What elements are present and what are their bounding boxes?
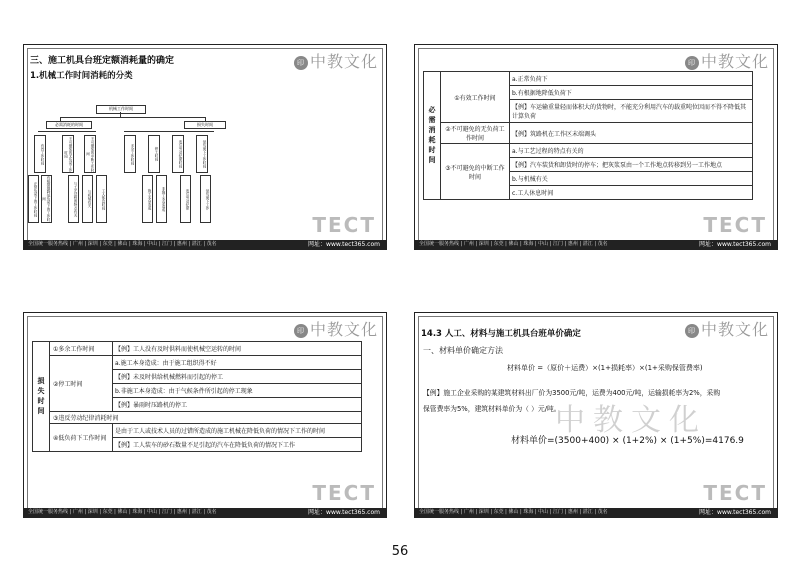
brand-logo: 印 中教文化 <box>685 49 769 72</box>
slide-1 <box>23 44 387 250</box>
watermark: TECT <box>703 213 767 237</box>
tree-leaf: 违反劳动纪律 <box>180 175 191 223</box>
row-label: ②停工时间 <box>50 356 113 412</box>
row-line: 【例】未及时供给机械燃料而引起的停工 <box>113 370 361 384</box>
row-line: 【例】筑路机在工作区末端调头 <box>512 130 597 138</box>
slide-footer: 全国统一服务热线 | 广州 | 深圳 | 东莞 | 佛山 | 珠海 | 中山 | 江门 | 惠州 | 湛江 | 茂名 网址：www.tect365.com <box>24 240 386 249</box>
tree-leaf: 与工艺过程的特点有关 <box>68 175 79 223</box>
row-line: b.有根据地降低负荷下 <box>510 86 752 100</box>
center-watermark: 中教文化 <box>555 403 707 438</box>
page-number: 56 <box>391 544 409 559</box>
tree-node: 违反劳动纪律时间 <box>172 135 184 173</box>
seal-icon: 印 <box>685 324 699 338</box>
seal-icon: 印 <box>685 56 699 70</box>
row-line: 【例】车运输重量轻而体积大的货物时，不能充分利用汽车的载重吨位因而不得不降低其计算负荷 <box>512 104 747 120</box>
brand-logo: 印 中教文化 <box>294 317 378 340</box>
brand-logo: 印 中教文化 <box>685 317 769 340</box>
seal-icon: 印 <box>294 56 308 70</box>
row-line: 【例】工人没有及时供料而使机械空运转的时间 <box>115 346 242 353</box>
tree-leaf: 低负荷下工作 <box>200 175 211 223</box>
row-line: a.与工艺过程的特点有关的 <box>510 144 752 158</box>
example-line-2: 保管费率为5%，建筑材料单价为（ ）元/吨。 <box>423 405 561 413</box>
tree-leaf: 有根据地降低负荷下的工作时间 <box>42 176 51 222</box>
formula: 材料单价 =（原价＋运费）×(1+损耗率）×(1+采购保管费率) <box>507 364 703 372</box>
row-line: 【例】工人装车的砂石数量不足引起的汽车在降低负荷的情况下工作 <box>115 442 296 449</box>
loss-time-table <box>32 341 362 452</box>
category-cell: 必需消耗时间 <box>424 72 441 200</box>
row-label: ②不可避免的无负荷工作时间 <box>441 123 510 144</box>
row-label: ③违反劳动纪律消耗时间 <box>50 412 362 424</box>
row-line: 【例】汽车装货和卸货时的停车；把灰浆泵由一个工作地点转移到另一工作地点 <box>510 158 752 172</box>
watermark: TECT <box>703 481 767 505</box>
tree-leaf: 施工本身造成 <box>142 175 153 223</box>
brand-logo: 印 中教文化 <box>294 49 378 72</box>
slide-subtitle: 一、材料单价确定方法 <box>423 346 503 355</box>
slide-subtitle: 1.机械工作时间消耗的分类 <box>30 71 133 81</box>
tree-node: 不可避免的无负荷工作时间 <box>62 135 74 173</box>
row-label: ①有效工作时间 <box>441 72 510 123</box>
tree-leaf: 非施工本身造成 <box>156 175 167 223</box>
example-line-1: 【例】施工企业采购的某建筑材料出厂价为3500元/吨，运费为400元/吨，运输损耗率为2%，采购 <box>423 389 721 397</box>
row-line: 是由于工人或技术人员的过错所造成的施工机械在降低负荷的情况下工作的时间 <box>113 424 361 438</box>
row-line: b.非施工本身造成：由于气候条件所引起的停工现象 <box>113 384 361 398</box>
tree-root: 机械工作时间 <box>96 105 146 114</box>
row-line: 【例】暴雨时压路机的停工 <box>115 402 188 409</box>
row-line: b.与机械有关 <box>510 172 752 186</box>
row-label: ③不可避免的中断工作时间 <box>441 144 510 200</box>
slide-footer: 全国统一服务热线 | 广州 | 深圳 | 东莞 | 佛山 | 珠海 | 中山 | 江门 | 惠州 | 湛江 | 茂名 网址：www.tect365.com <box>24 508 386 517</box>
tree-node: 不可避免的中断工作时间 <box>84 135 96 173</box>
category-cell: 损失时间 <box>33 342 50 452</box>
slide-footer: 全国统一服务热线 | 广州 | 深圳 | 东莞 | 佛山 | 珠海 | 中山 | 江门 | 惠州 | 湛江 | 茂名 网址：www.tect365.com <box>415 508 777 517</box>
row-line: c.工人休息时间 <box>512 190 554 197</box>
slide-3 <box>23 312 387 518</box>
tree-node: 多余工作时间 <box>124 135 136 173</box>
tree-connector <box>38 131 96 132</box>
tree-branch-left: 必需消耗的时间 <box>46 121 92 129</box>
watermark: TECT <box>312 481 376 505</box>
row-line: a.正常负荷下 <box>510 72 752 86</box>
slide-footer: 全国统一服务热线 | 广州 | 深圳 | 东莞 | 佛山 | 珠海 | 中山 | 江门 | 惠州 | 湛江 | 茂名 网址：www.tect365.com <box>415 240 777 249</box>
slide-4 <box>414 312 778 518</box>
slide-title: 三、施工机具台班定额消耗量的确定 <box>30 56 175 66</box>
slide-2 <box>414 44 778 250</box>
tree-leaf: 与机械有关 <box>82 175 93 223</box>
row-line: a.施工本身造成：由于施工组织得不好 <box>113 356 361 370</box>
row-label: ①多余工作时间 <box>50 342 113 356</box>
row-label: ④低负荷下工作时间 <box>50 424 113 452</box>
answer: 材料单价=(3500+400) × (1+2%) × (1+5%)=4176.9 <box>511 436 744 446</box>
tree-connector <box>60 117 206 118</box>
tree-node: 低负荷下工作时间 <box>196 135 208 173</box>
tree-node: 停工时间 <box>148 135 160 173</box>
seal-icon: 印 <box>294 324 308 338</box>
tree-leaf: 工人休息时间 <box>96 175 107 223</box>
tree-connector <box>124 131 214 132</box>
slide-title: 14.3 人工、材料与施工机具台班单价确定 <box>421 329 581 339</box>
tree-leaf: 正常负荷下的工作时间 <box>28 175 39 223</box>
tree-node: 有效工作时间 <box>34 135 46 173</box>
time-table <box>423 71 753 200</box>
watermark: TECT <box>312 213 376 237</box>
tree-branch-right: 损失时间 <box>184 121 226 129</box>
